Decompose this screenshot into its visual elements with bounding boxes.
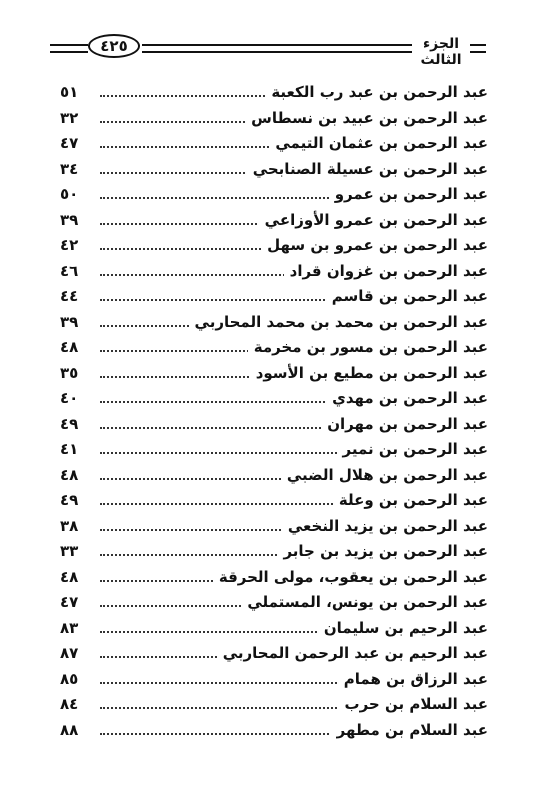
- entry-page-number: ٨٨: [60, 720, 79, 739]
- index-entry: [60, 335, 488, 361]
- header-rule-right: [470, 44, 486, 53]
- index-entry: [60, 590, 488, 616]
- entry-name: عبد الرحمن بن يعقوب، مولى الحرقة: [213, 565, 488, 590]
- entry-page-number: ٤٨: [60, 465, 79, 484]
- index-entry: [60, 514, 488, 540]
- entry-name: عبد الرحمن بن عمرو بن سهل: [261, 233, 488, 258]
- entry-page-number: ٣٢: [60, 108, 79, 127]
- index-entry: [60, 361, 488, 387]
- entry-name: عبد الرحمن بن قاسم: [326, 284, 488, 309]
- index-entry: [60, 157, 488, 183]
- entry-page-number: ٣٣: [60, 542, 79, 560]
- entry-page-number: ٨٣: [60, 618, 79, 637]
- index-entry: [60, 667, 488, 693]
- index-entry: [60, 437, 488, 463]
- entry-name: عبد الرحمن بن مطيع بن الأسود: [250, 361, 488, 386]
- entry-page-number: ٤٠: [60, 389, 79, 407]
- entry-page-number: ٤٩: [60, 414, 79, 433]
- entry-page-number: ٤١: [60, 440, 79, 458]
- entry-name: عبد الرحمن بن عبد رب الكعبة: [265, 80, 488, 105]
- entry-page-number: ٨٥: [60, 669, 79, 688]
- index-entry: [60, 386, 488, 412]
- entry-name: عبد الرحمن بن نمير: [337, 437, 488, 462]
- entry-name: عبد الرحمن بن مهران: [321, 412, 488, 437]
- entry-page-number: ٤٧: [60, 134, 79, 152]
- entry-page-number: ٣٥: [60, 363, 79, 382]
- index-entry: [60, 233, 488, 259]
- entry-name: عبد السلام بن مطهر: [331, 718, 488, 743]
- index-entry: [60, 641, 488, 667]
- entry-name: عبد الرزاق بن همام: [338, 667, 488, 692]
- entry-page-number: ٤٧: [60, 593, 79, 611]
- entry-name: عبد الرحمن بن مهدي: [326, 386, 488, 411]
- index-entry: [60, 463, 488, 489]
- entry-name: عبد الرحمن بن يزيد بن جابر: [277, 539, 488, 564]
- part-title: الجزء الثالث: [420, 36, 462, 68]
- entry-page-number: ٤٨: [60, 567, 79, 586]
- index-list: [60, 80, 488, 743]
- entry-name: عبد الرحمن بن محمد بن محمد المحاربي: [189, 310, 488, 335]
- entry-name: عبد الرحمن بن يزيد النخعي: [282, 514, 488, 539]
- index-entry: [60, 718, 488, 744]
- entry-page-number: ٤٩: [60, 491, 79, 509]
- index-entry: [60, 106, 488, 132]
- entry-page-number: ٨٧: [60, 644, 79, 662]
- entry-page-number: ٣٩: [60, 312, 79, 331]
- index-entry: [60, 131, 488, 157]
- index-entry: [60, 616, 488, 642]
- entry-page-number: ٣٨: [60, 516, 79, 535]
- entry-name: عبد الرحمن بن مسور بن مخرمة: [248, 335, 488, 360]
- entry-name: عبد الرحمن بن وعلة: [333, 488, 488, 513]
- entry-name: عبد الرحمن بن عمرو الأوزاعي: [259, 208, 488, 233]
- entry-page-number: ٣٩: [60, 210, 79, 229]
- entry-name: عبد الرحمن بن عبيد بن نسطاس: [245, 106, 488, 131]
- entry-page-number: ٥٠: [60, 185, 79, 203]
- entry-name: عبد الرحيم بن عبد الرحمن المحاربي: [217, 641, 488, 666]
- index-entry: [60, 259, 488, 285]
- entry-name: عبد الرحمن بن غزوان قراد: [284, 259, 488, 284]
- entry-name: عبد الرحمن بن عمرو: [329, 182, 488, 207]
- index-entry: [60, 208, 488, 234]
- index-entry: [60, 80, 488, 106]
- index-entry: [60, 284, 488, 310]
- index-entry: [60, 539, 488, 565]
- entry-page-number: ٥١: [60, 83, 79, 101]
- entry-page-number: ٣٤: [60, 159, 79, 178]
- running-header: [50, 32, 486, 68]
- entry-name: عبد الرحيم بن سليمان: [318, 616, 488, 641]
- entry-page-number: ٨٤: [60, 695, 79, 713]
- entry-page-number: ٤٤: [60, 287, 79, 305]
- entry-name: عبد السلام بن حرب: [339, 692, 488, 717]
- page-number: ٤٢٥: [88, 34, 140, 58]
- entry-name: عبد الرحمن بن عثمان التيمي: [269, 131, 488, 156]
- entry-page-number: ٤٨: [60, 338, 79, 356]
- entry-page-number: ٤٦: [60, 261, 79, 280]
- index-entry: [60, 182, 488, 208]
- header-rule-middle: [142, 44, 412, 53]
- header-rule-left: [50, 44, 88, 53]
- entry-name: عبد الرحمن بن عسيلة الصنابحي: [247, 157, 488, 182]
- index-entry: [60, 488, 488, 514]
- index-entry: [60, 412, 488, 438]
- entry-name: عبد الرحمن بن هلال الضبي: [281, 463, 488, 488]
- entry-name: عبد الرحمن بن يونس، المستملي: [241, 590, 488, 615]
- entry-page-number: ٤٢: [60, 236, 79, 254]
- index-entry: [60, 565, 488, 591]
- index-entry: [60, 310, 488, 336]
- index-entry: [60, 692, 488, 718]
